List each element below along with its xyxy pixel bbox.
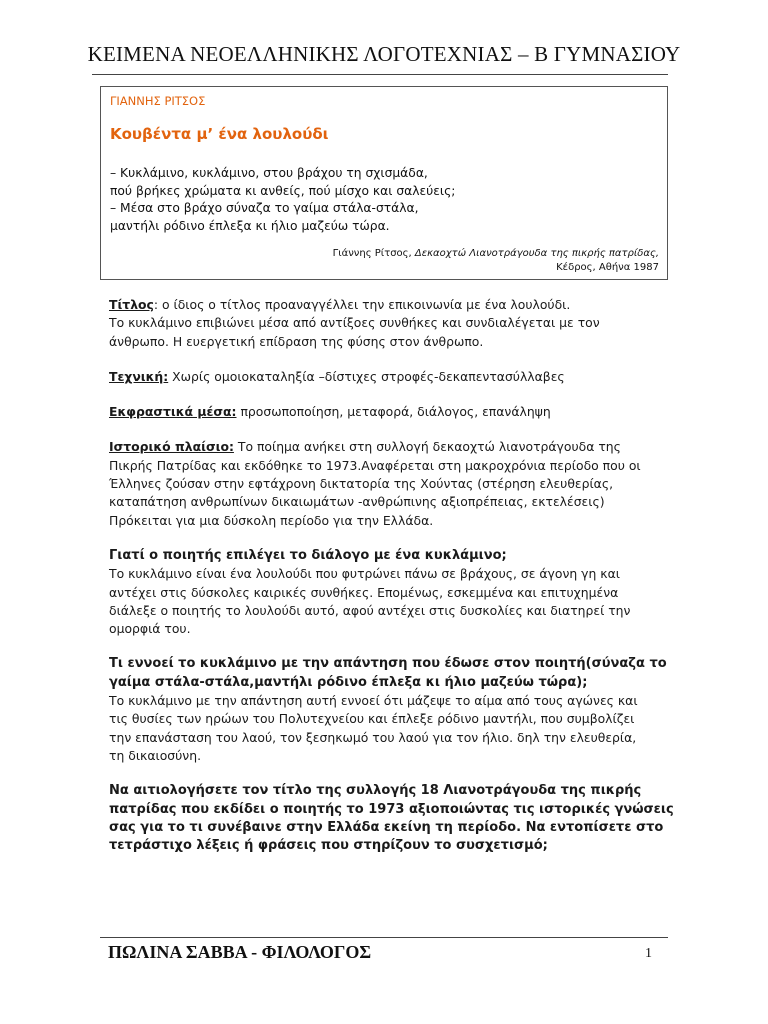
means-label: Εκφραστικά μέσα:	[109, 404, 237, 420]
source-author: Γιάννης Ρίτσος,	[332, 248, 412, 259]
poem-line: – Κυκλάμινο, κυκλάμινο, στου βράχου τη σχισμάδα,	[110, 166, 428, 180]
question-1	[109, 547, 669, 638]
question-3	[109, 782, 674, 855]
poem-box	[100, 86, 668, 280]
poem-line: μαντήλι ρόδινο έπλεξα κι ήλιο μαζεύω τώρα.	[110, 218, 390, 233]
footer-divider	[100, 937, 668, 938]
means-text: προσωποποίηση, μεταφορά, διάλογος, επανάληψη	[236, 404, 551, 420]
title-colon: :	[153, 297, 159, 312]
question-3-text: σας για το τι συνέβαινε στην Ελλάδα εκείνη τη περίοδο. Να εντοπίσετε στο	[109, 819, 664, 835]
question-3-text: Να αιτιολογήσετε τον τίτλο της συλλογής 18 Λιανοτράγουδα της πικρής	[109, 783, 642, 799]
technique-section	[109, 368, 669, 386]
answer-1-text: διάλεξε ο ποιητής το λουλούδι αυτό, αφού αντέχει στις δυσκολίες και διατηρεί την	[109, 602, 631, 618]
question-1-text: Γιατί ο ποιητής επιλέγει το διάλογο με ένα κυκλάμινο;	[109, 547, 507, 563]
title-section	[109, 296, 669, 351]
answer-2-text: Το κυκλάμινο με την απάντηση αυτή εννοεί ότι μάζεψε το αίμα από τους αγώνες και	[109, 693, 638, 709]
poem-source	[333, 247, 659, 275]
poem-line: πού βρήκες χρώματα κι ανθείς, πού μίσχο και σαλεύεις;	[110, 183, 456, 198]
source-book: Δεκαοχτώ Λιανοτράγουδα της πικρής πατρίδας,	[414, 248, 659, 259]
context-section	[109, 438, 669, 529]
means-section	[109, 403, 669, 421]
question-3-text: πατρίδας που εκδίδει ο ποιητής το 1973 αξιοποιώντας τις ιστορικές γνώσεις	[109, 801, 674, 817]
answer-1-text: αντέχει στις δύσκολες καιρικές συνθήκες. Επομένως, εσκεμμένα και επιτυχημένα	[109, 584, 619, 600]
answer-1-text: ομορφιά του.	[109, 621, 191, 637]
technique-label: Τεχνική:	[109, 368, 169, 384]
title-text: Το κυκλάμινο επιβιώνει μέσα από αντίξοες συνθήκες και συνδιαλέγεται με τον	[109, 315, 600, 331]
context-text: Έλληνες ζούσαν στην εφτάχρονη δικτατορία της Χούντας (στέρηση ελευθερίας,	[109, 476, 614, 492]
context-text: Πικρής Πατρίδας και εκδόθηκε το 1973.Αναφέρεται στη μακροχρόνια περίοδο που οι	[109, 457, 641, 473]
answer-1-text: Το κυκλάμινο είναι ένα λουλούδι που φυτρώνει πάνω σε βράχους, σε άγονη γη και	[109, 566, 620, 582]
poem-title: Κουβέντα μ’ ένα λουλούδι	[110, 125, 329, 143]
footer-author: ΠΩΛΙΝΑ ΣΑΒΒΑ - ΦΙΛΟΛΟΓΟΣ	[108, 942, 372, 962]
poem-line: – Μέσα στο βράχο σύναζα το γαίμα στάλα-στάλα,	[110, 201, 419, 215]
context-text: Το ποίημα ανήκει στη συλλογή δεκαοχτώ λιανοτράγουδα της	[233, 439, 621, 455]
answer-2-text: τη δικαιοσύνη.	[109, 747, 202, 763]
title-text: άνθρωπο. Η ευεργετική επίδραση της φύσης στον άνθρωπο.	[109, 333, 484, 349]
question-2-text: γαίμα στάλα-στάλα,μαντήλι ρόδινο έπλεξα κι ήλιο μαζεύω τώρα);	[109, 674, 588, 690]
title-label: Τίτλος	[109, 297, 154, 312]
page-header-title: ΚΕΙΜΕΝΑ ΝΕΟΕΛΛΗΝΙΚΗΣ ΛΟΓΟΤΕΧΝΙΑΣ – Β ΓΥΜΝΑΣΙΟΥ	[87, 42, 681, 66]
answer-2-text: την επανάσταση του λαού, τον ξεσηκωμό του λαού για τον ήλιο. δηλ την ελευθερία,	[109, 729, 637, 745]
header-divider	[92, 74, 668, 75]
poet-name: ΓΙΑΝΝΗΣ ΡΙΤΣΟΣ	[110, 94, 206, 108]
title-text: ο ίδιος ο τίτλος προαναγγέλλει την επικοινωνία με ένα λουλούδι.	[158, 297, 571, 312]
question-2-text: Τι εννοεί το κυκλάμινο με την απάντηση που έδωσε στον ποιητή(σύναζα το	[109, 656, 667, 672]
question-3-text: τετράστιχο λέξεις ή φράσεις που στηρίζουν το συσχετισμό;	[109, 838, 548, 854]
context-text: καταπάτηση ανθρωπίνων δικαιωμάτων -ανθρώπινης αξιοπρέπειας, εκτελέσεις)	[109, 494, 605, 510]
context-text: Πρόκειται για μια δύσκολη περίοδο για την Ελλάδα.	[109, 512, 434, 528]
answer-2-text: τις θυσίες των ηρώων του Πολυτεχνείου και έπλεξε ρόδινο μαντήλι, που συμβολίζει	[109, 711, 635, 727]
context-label: Ιστορικό πλαίσιο:	[109, 439, 234, 455]
source-publisher: Κέδρος, Αθήνα 1987	[556, 262, 659, 273]
question-2	[109, 655, 669, 765]
page-number: 1	[645, 946, 652, 961]
technique-text: Χωρίς ομοιοκαταληξία –δίστιχες στροφές-δεκαπεντασύλλαβες	[168, 368, 565, 384]
analysis-content	[109, 296, 674, 855]
poem-lines	[110, 165, 455, 235]
